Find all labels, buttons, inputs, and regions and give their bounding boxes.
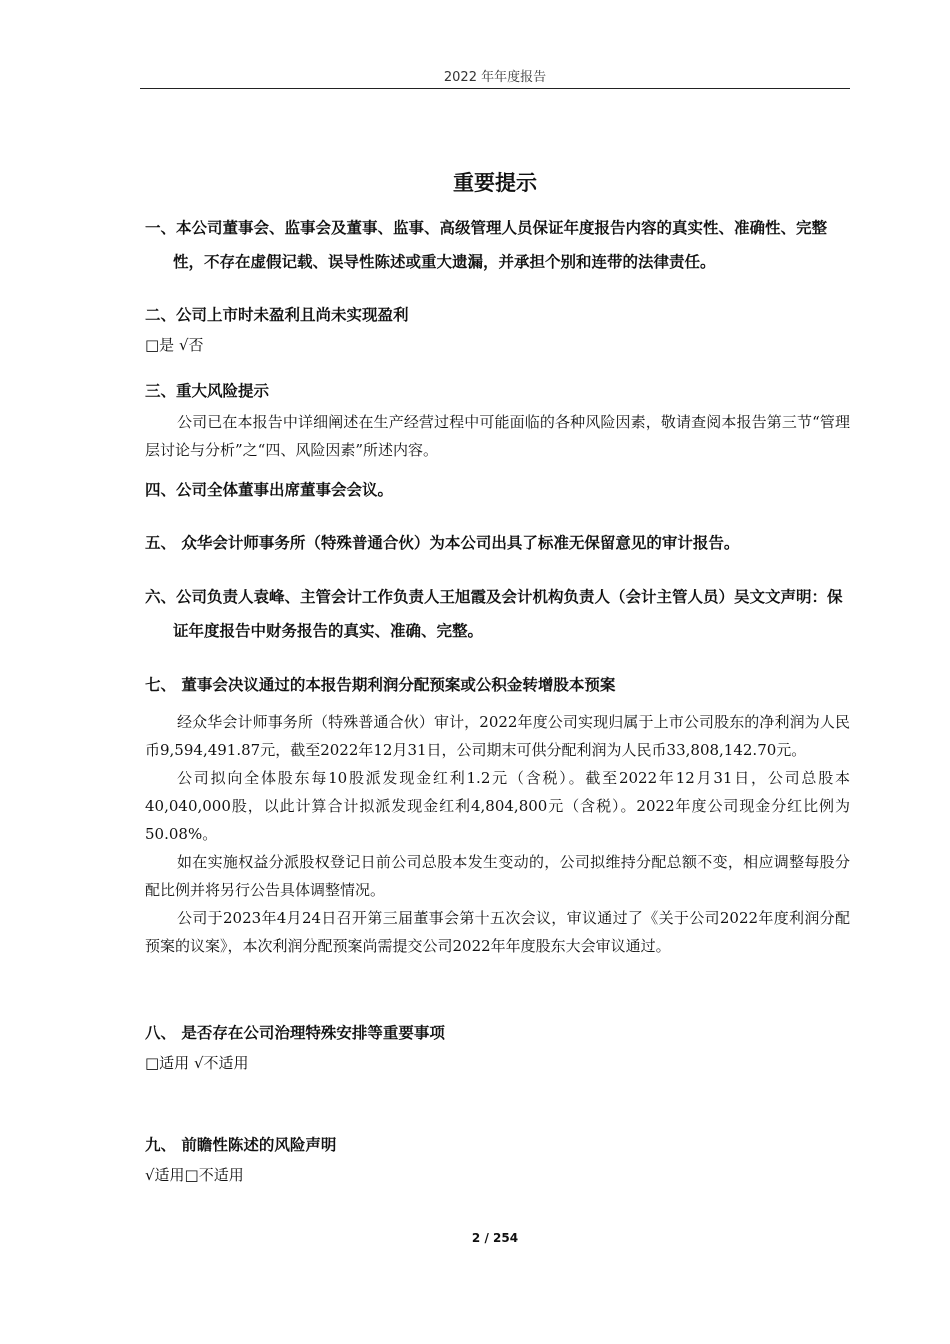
document-title: 重要提示 (453, 171, 537, 195)
header-divider (140, 88, 850, 89)
section-4 (145, 473, 850, 507)
section-7 (145, 668, 850, 960)
page-header: 2022 年年度报告 (443, 70, 547, 85)
section-7-paragraph-1: 经众华会计师事务所（特殊普通合伙）审计，2022年度公司实现归属于上市公司股东的净利润为人民币9,594,491.87元，截至2022年12月31日，公司期末可供分配利润为人民币33,808,142.70元。 (145, 713, 850, 759)
section-8 (145, 1016, 850, 1076)
section-3 (145, 374, 850, 464)
section-1 (145, 211, 850, 279)
section-7-paragraph-3: 如在实施权益分派股权登记日前公司总股本发生变动的，公司拟维持分配总额不变，相应调整每股分配比例并将另行公告具体调整情况。 (145, 853, 850, 899)
section-5 (145, 526, 850, 560)
section-9-option: √适用□不适用 (145, 1166, 244, 1184)
section-5-heading: 五、 众华会计师事务所（特殊普通合伙）为本公司出具了标准无保留意见的审计报告。 (145, 534, 740, 552)
section-2-heading: 二、公司上市时未盈利且尚未实现盈利 (145, 306, 409, 324)
section-7-paragraph-4: 公司于2023年4月24日召开第三届董事会第十五次会议，审议通过了《关于公司2022年度利润分配预案的议案》，本次利润分配预案尚需提交公司2022年年度股东大会审议通过。 (145, 909, 850, 955)
section-7-paragraph-2: 公司拟向全体股东每10股派发现金红利1.2元（含税）。截至2022年12月31日，公司总股本40,040,000股，以此计算合计拟派发现金红利4,804,800元（含税）。2022年度公司现金分红比例为50.08%。 (145, 769, 850, 843)
section-3-body: 公司已在本报告中详细阐述在生产经营过程中可能面临的各种风险因素，敬请查阅本报告第三节“管理层讨论与分析”之“四、风险因素”所述内容。 (145, 413, 850, 459)
section-8-option: □适用 √不适用 (145, 1054, 249, 1072)
section-4-heading: 四、公司全体董事出席董事会会议。 (145, 481, 394, 499)
section-6-heading: 六、公司负责人袁峰、主管会计工作负责人王旭霞及会计机构负责人（会计主管人员）吴文文声明：保证年度报告中财务报告的真实、准确、完整。 (145, 588, 843, 640)
section-9-heading: 九、 前瞻性陈述的风险声明 (145, 1136, 337, 1154)
section-2-option: □是 √否 (145, 336, 204, 354)
section-9 (145, 1128, 850, 1188)
section-8-heading: 八、 是否存在公司治理特殊安排等重要事项 (145, 1024, 445, 1042)
section-2 (145, 298, 850, 358)
section-3-heading: 三、重大风险提示 (145, 382, 270, 400)
section-7-heading: 七、 董事会决议通过的本报告期利润分配预案或公积金转增股本预案 (145, 676, 616, 694)
section-6 (145, 580, 850, 648)
section-1-heading: 一、本公司董事会、监事会及董事、监事、高级管理人员保证年度报告内容的真实性、准确性、完整性，不存在虚假记载、误导性陈述或重大遗漏，并承担个别和连带的法律责任。 (145, 219, 828, 271)
page-number: 2 / 254 (471, 1231, 519, 1245)
